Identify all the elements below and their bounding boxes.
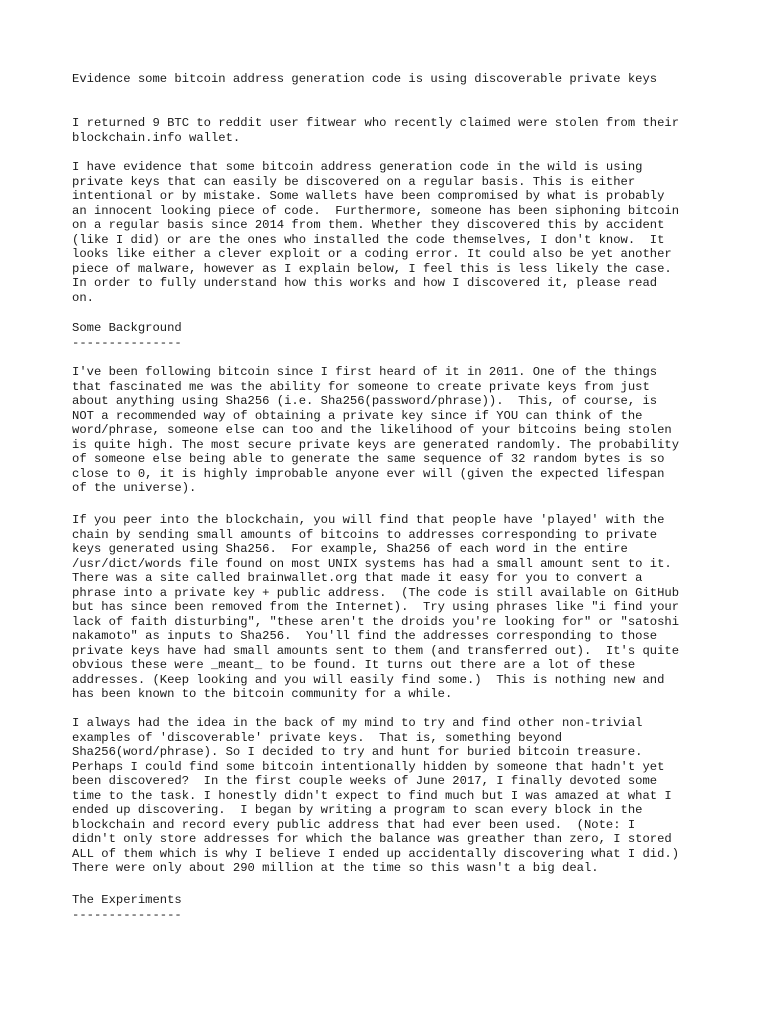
section-heading-experiments: The Experiments [72, 893, 182, 907]
document-title: Evidence some bitcoin address generation code is using discoverable private keys [72, 72, 658, 86]
paragraph-returned-btc: I returned 9 BTC to reddit user fitwear who recently claimed were stolen from their blockchain.info wallet. [72, 116, 680, 145]
paragraph-discoverable-keys: I always had the idea in the back of my mind to try and find other non-trivial examples of 'discoverable' private keys. That is, something beyond Sha256(word/phrase). So I decided to try and hunt for buried bitcoin treasure. Perhaps I could find some bitcoin intentionally hidden by someone that hadn't yet been discovered? In the first couple weeks of June 2017, I finally devoted some time to the task. I honestly didn't expect to find much but I was amazed at what I ended up discovering. I began by writing a program to scan every block in the blockchain and record every public address that had ever been used. (Note: I didn't only store addresses for which the balance was greather than zero, I stored ALL of them which is why I believe I ended up accidentally discovering what I did.) There were only about 290 million at the time so this wasn't a big deal. [72, 716, 680, 875]
paragraph-evidence: I have evidence that some bitcoin address generation code in the wild is using private keys that can easily be discovered on a regular basis. This is either intentional or by mistake. Some wallets have been compromised by what is probably an innocent looking piece of code. Furthermore, someone has been siphoning bitcoin on a regular basis since 2014 from them. Whether they discovered this by accident (like I did) or are the ones who installed the code themselves, I don't know. It looks like either a clever exploit or a coding error. It could also be yet another piece of malware, however as I explain below, I feel this is less likely the case. In order to fully understand how this works and how I discovered it, please read on. [72, 160, 680, 305]
section-heading-background: Some Background [72, 321, 182, 335]
section-underline-background: --------------- [72, 336, 182, 350]
document-body [72, 0, 712, 922]
paragraph-blockchain: If you peer into the blockchain, you will find that people have 'played' with the chain by sending small amounts of bitcoins to addresses corresponding to private keys generated using Sha256. For example, Sha256 of each word in the entire /usr/dict/words file found on most UNIX systems has had a small amount sent to it. There was a site called brainwallet.org that made it easy for you to convert a phrase into a private key + public address. (The code is still available on GitHub but has since been removed from the Internet). Try using phrases like "i find your lack of faith disturbing", "these aren't the droids you're looking for" or "satoshi nakamoto" as inputs to Sha256. You'll find the addresses corresponding to those private keys have had small amounts sent to them (and transferred out). It's quite obvious these were _meant_ to be found. It turns out there are a lot of these addresses. (Keep looking and you will easily find some.) This is nothing new and has been known to the bitcoin community for a while. [72, 513, 680, 701]
section-underline-experiments: --------------- [72, 908, 182, 922]
paragraph-background: I've been following bitcoin since I first heard of it in 2011. One of the things that fascinated me was the ability for someone to create private keys from just about anything using Sha256 (i.e. Sha256(password/phrase)). This, of course, is NOT a recommended way of obtaining a private key since if YOU can think of the word/phrase, someone else can too and the likelihood of your bitcoins being stolen is quite high. The most secure private keys are generated randomly. The probability of someone else being able to generate the same sequence of 32 random bytes is so close to 0, it is highly improbable anyone ever will (given the expected lifespan of the universe). [72, 365, 680, 495]
